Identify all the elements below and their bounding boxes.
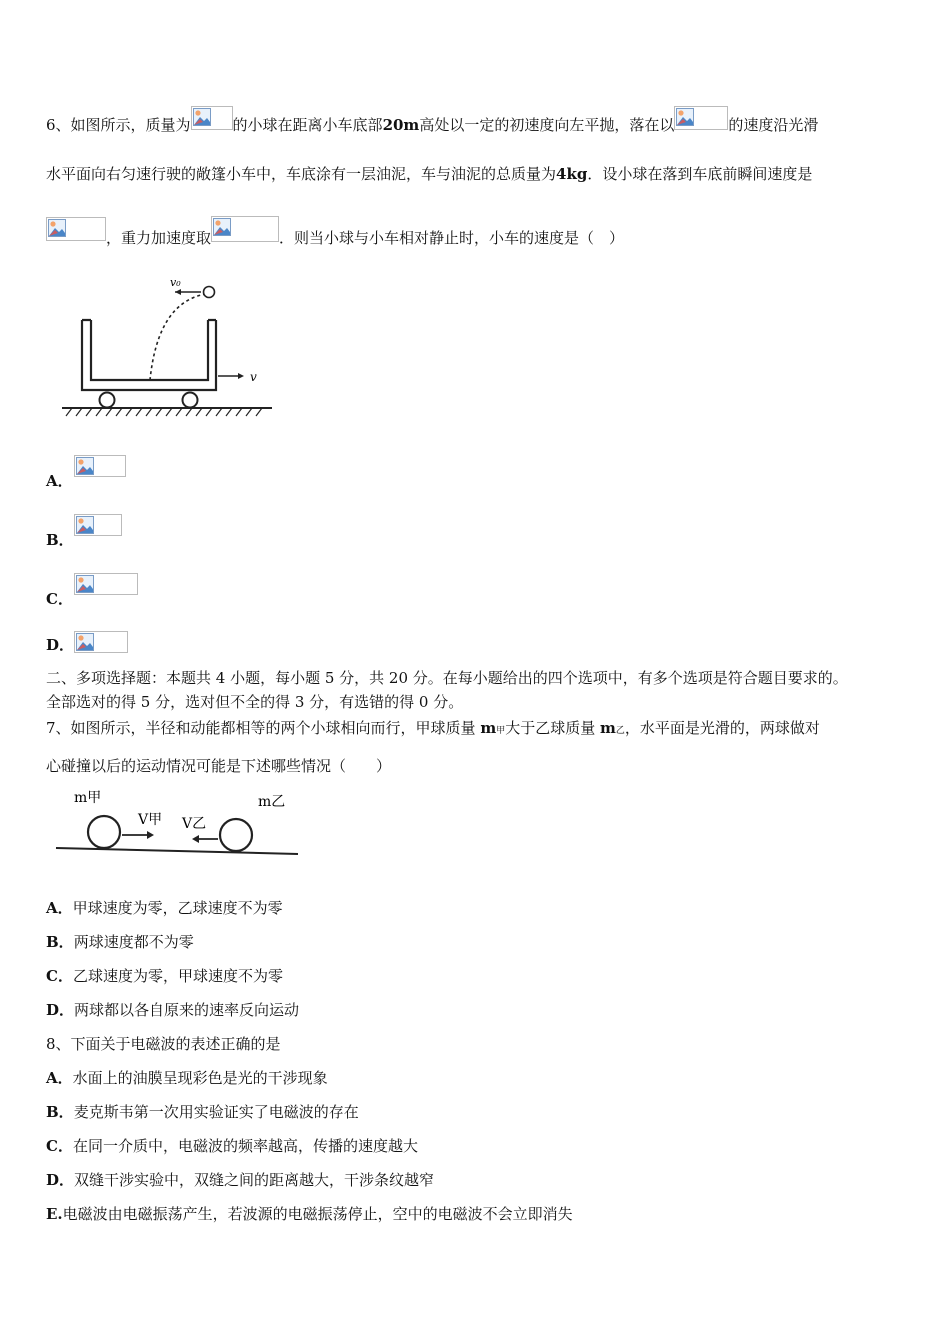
q8-option-b[interactable] — [46, 1102, 359, 1122]
option-text: 双缝干涉实验中，双缝之间的距离越大，干涉条纹越窄 — [74, 1171, 435, 1189]
cart-wheel-right — [183, 393, 198, 408]
q8-option-a[interactable] — [46, 1068, 328, 1088]
cart-wheel-left — [100, 393, 115, 408]
q6-option-b-letter[interactable]: B． — [46, 531, 74, 549]
option-text: 麦克斯韦第一次用实验证实了电磁波的存在 — [73, 1103, 359, 1121]
q7-m-symbol: m — [480, 719, 497, 737]
option-letter: D． — [46, 1171, 75, 1189]
option-text: 两球速度都不为零 — [73, 933, 194, 951]
q8-option-e[interactable] — [46, 1204, 573, 1224]
q6-cart-figure — [58, 272, 278, 424]
ball-jia — [88, 816, 120, 848]
q6-option-a-letter[interactable]: A． — [46, 472, 73, 490]
broken-image-icon — [74, 573, 138, 595]
option-text: 乙球速度为零，甲球速度不为零 — [72, 967, 283, 985]
broken-image-icon — [191, 106, 233, 130]
section2-line2: 全部选对的得 5 分，选对但不全的得 3 分，有选错的得 0 分。 — [46, 693, 464, 711]
q7-option-d[interactable] — [46, 1000, 299, 1020]
q6-line3 — [46, 226, 624, 252]
broken-image-icon — [674, 106, 728, 130]
q6-text: 水平面向右匀速行驶的敞篷小车中，车底涂有一层油泥，车与油泥的总质量为 — [46, 165, 557, 183]
option-letter: E. — [46, 1205, 63, 1223]
q6-text: ．设小球在落到车底前瞬间速度是 — [587, 165, 813, 183]
ball — [204, 287, 215, 298]
broken-image-icon — [211, 216, 279, 242]
q7-text: ，水平面是光滑的，两球做对 — [624, 719, 820, 737]
q6-option-c-letter[interactable]: C． — [46, 590, 73, 608]
q7-collision-figure — [52, 786, 302, 860]
cart-body — [82, 320, 216, 390]
q6-line2 — [46, 164, 812, 184]
q8-stem: 8、下面关于电磁波的表述正确的是 — [46, 1035, 281, 1053]
q8-option-d[interactable] — [46, 1170, 434, 1190]
q7-text: 大于乙球质量 — [505, 719, 600, 737]
q7-option-c[interactable] — [46, 966, 283, 986]
option-text: 两球都以各自原来的速率反向运动 — [74, 1001, 300, 1019]
option-text: 水面上的油膜呈现彩色是光的干涉现象 — [72, 1069, 328, 1087]
q7-sub-yi: 乙 — [615, 726, 625, 736]
option-letter: C． — [46, 1137, 73, 1155]
option-text: 甲球速度为零，乙球速度不为零 — [72, 899, 283, 917]
label-m-yi: m乙 — [258, 794, 286, 810]
option-text: 电磁波由电磁振荡产生，若波源的电磁振荡停止，空中的电磁波不会立即消失 — [62, 1205, 573, 1223]
option-letter: C． — [46, 967, 73, 985]
broken-image-icon — [74, 631, 128, 653]
q6-option-d-letter[interactable]: D． — [46, 636, 75, 654]
ground-hatching — [66, 408, 262, 416]
broken-image-icon — [74, 455, 126, 477]
q7-line2: 心碰撞以后的运动情况可能是下述哪些情况（ ） — [46, 757, 392, 775]
q6-height-value: 20m — [382, 116, 420, 134]
q6-text: ．则当小球与小车相对静止时，小车的速度是（ ） — [279, 229, 625, 247]
q6-line1 — [46, 114, 818, 138]
broken-image-icon — [46, 217, 106, 241]
q7-text: 7、如图所示，半径和动能都相等的两个小球相向而行，甲球质量 — [46, 719, 481, 737]
q8-option-c[interactable] — [46, 1136, 418, 1156]
option-text: 在同一介质中，电磁波的频率越高，传播的速度越大 — [72, 1137, 418, 1155]
q6-text: ，重力加速度取 — [106, 229, 212, 247]
option-letter: B． — [46, 933, 74, 951]
broken-image-icon — [74, 514, 122, 536]
q6-text: 6、如图所示，质量为 — [46, 116, 191, 134]
section2-line1: 二、多项选择题：本题共 4 小题，每小题 5 分，共 20 分。在每小题给出的四个选项中，有多个选项是符合题目要求的。 — [46, 669, 848, 687]
q7-line1 — [46, 718, 820, 741]
q7-option-a[interactable] — [46, 898, 283, 918]
q6-text: 的小球在距离小车底部 — [232, 116, 383, 134]
option-letter: A． — [46, 899, 73, 917]
q6-text: 高处以一定的初速度向左平抛，落在以 — [419, 116, 675, 134]
ball-trajectory — [150, 294, 206, 380]
option-letter: D． — [46, 1001, 75, 1019]
option-letter: A． — [46, 1069, 73, 1087]
v0-label: v₀ — [170, 276, 181, 289]
label-v-yi: V乙 — [182, 816, 207, 832]
label-m-jia: m甲 — [74, 790, 102, 806]
option-letter: B． — [46, 1103, 74, 1121]
v-label: v — [250, 370, 257, 384]
q7-m-symbol: m — [600, 719, 616, 737]
ball-yi — [220, 819, 252, 851]
q7-option-b[interactable] — [46, 932, 194, 952]
q6-text: 的速度沿光滑 — [728, 116, 819, 134]
q7-ground-line — [56, 848, 298, 854]
label-v-jia: V甲 — [138, 812, 163, 828]
q6-mass-value: 4kg — [556, 165, 588, 183]
q7-sub-jia: 甲 — [496, 726, 506, 736]
